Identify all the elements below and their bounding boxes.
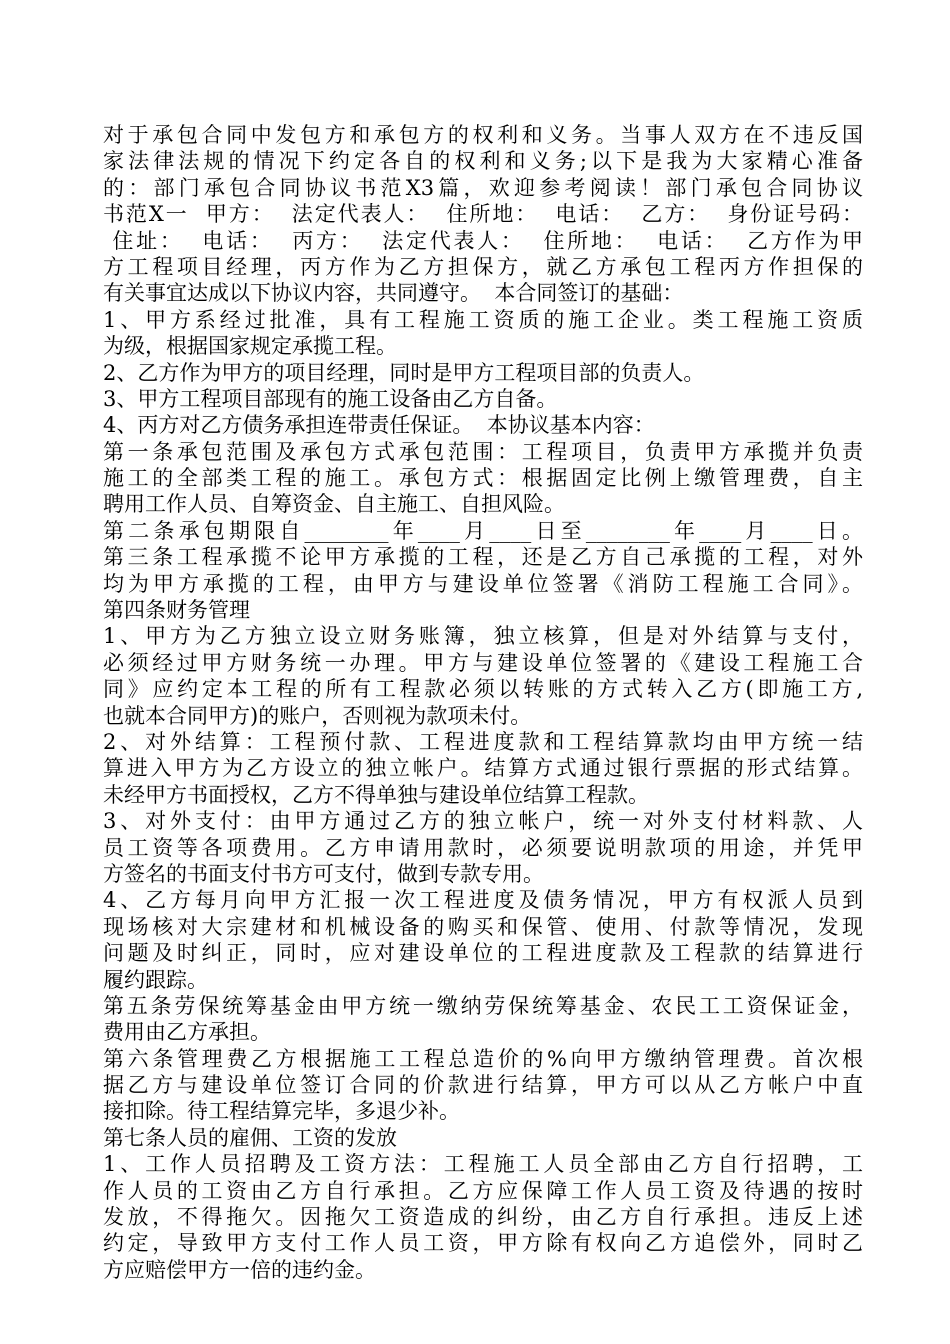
text-line: 住址： 电话： 丙方： 法定代表人： 住所地： 电话： 乙方作为甲 xyxy=(103,228,863,253)
text-line: 方工程项目经理，丙方作为乙方担保方，就乙方承包工程丙方作担保的 xyxy=(103,254,863,279)
text-line: 为级，根据国家规定承揽工程。 xyxy=(103,334,397,359)
text-line: 第六条管理费乙方根据施工工程总造价的%向甲方缴纳管理费。首次根 xyxy=(103,1046,863,1071)
text-line: 2、乙方作为甲方的项目经理，同时是甲方工程项目部的负责人。 xyxy=(103,360,705,385)
text-line: 对于承包合同中发包方和承包方的权利和义务。当事人双方在不违反国 xyxy=(103,123,863,147)
text-line: 3、甲方工程项目部现有的施工设备由乙方自备。 xyxy=(103,386,558,411)
text-line: 接扣除。待工程结算完毕，多退少补。 xyxy=(103,1099,460,1124)
text-line: 现场核对大宗建材和机械设备的购买和保管、使用、付款等情况，发现 xyxy=(103,914,863,939)
text-line: 第一条承包范围及承包方式承包范围：工程项目，负责甲方承揽并负责 xyxy=(103,439,863,464)
text-line: 第五条劳保统筹基金由甲方统一缴纳劳保统筹基金、农民工工资保证金， xyxy=(103,993,863,1018)
text-line: 1、甲方为乙方独立设立财务账簿，独立核算，但是对外结算与支付， xyxy=(103,624,863,649)
text-line: 员工资等各项费用。乙方申请用款时，必须要说明款项的用途，并凭甲 xyxy=(103,835,863,860)
text-line: 2、对外结算：工程预付款、工程进度款和工程结算款均由甲方统一结 xyxy=(103,729,863,754)
text-line: 同》应约定本工程的所有工程款必须以转账的方式转入乙方(即施工方, xyxy=(103,677,863,702)
text-line: 发放，不得拖欠。因拖欠工资造成的纠纷，由乙方自行承担。违反上述 xyxy=(103,1205,863,1230)
text-line: 未经甲方书面授权，乙方不得单独与建设单位结算工程款。 xyxy=(103,782,649,807)
text-line: 1、工作人员招聘及工资方法：工程施工人员全部由乙方自行招聘，工 xyxy=(103,1152,863,1177)
text-line: 据乙方与建设单位签订合同的价款进行结算，甲方可以从乙方帐户中直 xyxy=(103,1073,863,1098)
text-line: 作人员的工资由乙方自行承担。乙方应保障工作人员工资及待遇的按时 xyxy=(103,1178,863,1203)
text-line: 第二条承包期限自________年____月____日至________年____月____日。 xyxy=(103,518,863,543)
text-line: 1、甲方系经过批准，具有工程施工资质的施工企业。类工程施工资质 xyxy=(103,307,863,332)
text-line: 履约跟踪。 xyxy=(103,967,208,992)
text-line: 聘用工作人员、自筹资金、自主施工、自担风险。 xyxy=(103,492,565,517)
text-line: 的：部门承包合同协议书范X3篇，欢迎参考阅读！部门承包合同协议 xyxy=(103,175,863,200)
text-line: 4、乙方每月向甲方汇报一次工程进度及债务情况，甲方有权派人员到 xyxy=(103,888,863,913)
text-line: 第四条财务管理 xyxy=(103,598,250,623)
text-line: 第七条人员的雇佣、工资的发放 xyxy=(103,1125,397,1150)
text-line: 方应赔偿甲方一倍的违约金。 xyxy=(103,1257,376,1282)
text-line: 算进入甲方为乙方设立的独立帐户。结算方式通过银行票据的形式结算。 xyxy=(103,756,863,781)
text-line: 有关事宜达成以下协议内容，共同遵守。 本合同签订的基础： xyxy=(103,281,684,306)
text-line: 问题及时纠正，同时，应对建设单位的工程进度款及工程款的结算进行 xyxy=(103,941,863,966)
text-line: 书范X一 甲方： 法定代表人： 住所地： 电话： 乙方： 身份证号码： xyxy=(103,202,863,227)
text-line: 均为甲方承揽的工程，由甲方与建设单位签署《消防工程施工合同》。 xyxy=(103,571,863,596)
text-line: 必须经过甲方财务统一办理。甲方与建设单位签署的《建设工程施工合 xyxy=(103,650,863,675)
text-line: 方签名的书面支付书方可支付，做到专款专用。 xyxy=(103,861,544,886)
text-line: 第三条工程承揽不论甲方承揽的工程，还是乙方自己承揽的工程，对外 xyxy=(103,545,863,570)
text-line: 也就本合同甲方)的账户，否则视为款项未付。 xyxy=(103,703,532,728)
text-line: 施工的全部类工程的施工。承包方式：根据固定比例上缴管理费，自主 xyxy=(103,466,863,491)
text-line: 4、丙方对乙方债务承担连带责任保证。 本协议基本内容： xyxy=(103,413,655,438)
document-page xyxy=(103,122,863,1283)
text-line: 约定，导致甲方支付工作人员工资，甲方除有权向乙方追偿外，同时乙 xyxy=(103,1231,863,1256)
text-line: 3、对外支付：由甲方通过乙方的独立帐户，统一对外支付材料款、人 xyxy=(103,809,863,834)
text-line: 费用由乙方承担。 xyxy=(103,1020,271,1045)
text-line: 家法律法规的情况下约定各自的权利和义务;以下是我为大家精心准备 xyxy=(103,149,863,174)
